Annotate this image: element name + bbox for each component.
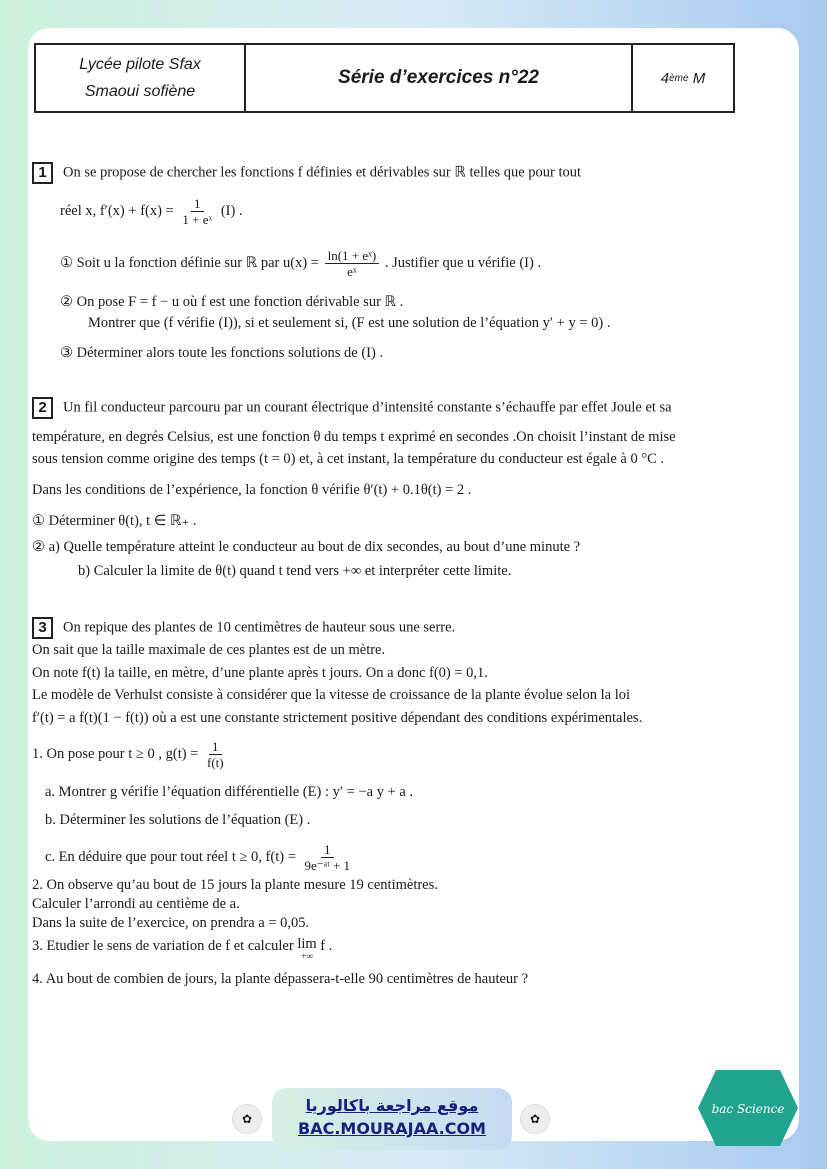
ex3-q3-lim-sub: +∞ xyxy=(301,951,313,961)
left-badge-icon: ✿ xyxy=(232,1104,262,1134)
school-name: Lycée pilote Sfax xyxy=(79,56,201,73)
ex1-q1-suffix: . Justifier que u vérifie (I) . xyxy=(384,254,542,271)
ex3-q3-lim: lim xyxy=(297,936,317,952)
footer-arabic: موقع مراجعة باكالوريا xyxy=(305,1096,479,1115)
ex3-q2c: Dans la suite de l’exercice, on prendra a = 0,05. xyxy=(32,915,310,931)
level-superscript: ème xyxy=(669,72,689,84)
ex2-number-box: 2 xyxy=(32,397,53,419)
ex3-q1c-num: 1 xyxy=(321,842,334,858)
teacher-name: Smaoui sofiène xyxy=(84,83,196,100)
ex1-equation-line xyxy=(60,196,243,227)
ex1-eq-suffix: (I) . xyxy=(220,202,243,219)
ex3-l1: On repique des plantes de 10 centimètres de hauteur sous une serre. xyxy=(63,619,456,636)
ex3-q3-line xyxy=(32,937,332,961)
ex3-line-1 xyxy=(32,617,455,639)
series-title: Série d’exercices n°22 xyxy=(338,67,539,88)
ex1-q3: ③ Déterminer alors toute les fonctions solutions de (I) . xyxy=(60,345,384,361)
ex2-q2a: ② a) Quelle température atteint le conducteur au bout de dix secondes, au bout d’une minute ? xyxy=(32,539,581,555)
header-school-cell xyxy=(36,45,246,111)
ex2-line-1 xyxy=(32,397,672,419)
ex3-q2: 2. On observe qu’au bout de 15 jours la plante mesure 19 centimètres. xyxy=(32,877,438,893)
ex3-number-box: 3 xyxy=(32,617,53,639)
ex3-q1-line xyxy=(32,739,229,770)
ex2-l4: Dans les conditions de l’expérience, la fonction θ vérifie θ′(t) + 0.1θ(t) = 2 . xyxy=(32,482,472,498)
ex1-intro-line xyxy=(32,162,581,184)
ex3-l4: Le modèle de Verhulst consiste à considérer que la vitesse de croissance de la plante évolue selon la loi xyxy=(32,687,631,703)
ex3-q1-num: 1 xyxy=(209,739,222,755)
ex3-q1-den: f(t) xyxy=(206,755,224,770)
ex3-q1b: b. Déterminer les solutions de l’équation (E) . xyxy=(45,812,311,828)
ex2-l1: Un fil conducteur parcouru par un courant électrique d’intensité constante s’échauffe par effet Joule et sa xyxy=(63,399,672,416)
ex3-q1a: a. Montrer g vérifie l’équation différentielle (E) : y′ = −a y + a . xyxy=(45,784,414,800)
ex1-eq-fraction xyxy=(179,196,215,227)
ex1-eq-num: 1 xyxy=(191,196,204,212)
ex1-q2: ② On pose F = f − u où f est une fonction dérivable sur ℝ . xyxy=(60,294,404,310)
ex3-q2b: Calculer l’arrondi au centième de a. xyxy=(32,896,240,912)
ex1-q1-fraction xyxy=(325,248,380,279)
logo-text: bac Science xyxy=(711,1102,785,1116)
ex1-q1-den: eˣ xyxy=(347,264,357,279)
ex3-q4: 4. Au bout de combien de jours, la plante dépassera-t-elle 90 centimètres de hauteur ? xyxy=(32,971,529,987)
ex3-q1-prefix: 1. On pose pour t ≥ 0 , g(t) = xyxy=(32,745,199,762)
ex1-number-box: 1 xyxy=(32,162,53,184)
ex1-q1-line xyxy=(60,248,541,279)
ex1-q1-num: ln(1 + eˣ) xyxy=(325,248,380,264)
ex3-l5: f′(t) = a f(t)(1 − f(t)) où a est une constante strictement positive dépendant des conditions expérimentales. xyxy=(32,710,643,726)
ex2-l2: température, en degrés Celsius, est une fonction θ du temps t exprimé en secondes .On choisit l’instant de mise xyxy=(32,429,676,445)
ex3-q1-fraction xyxy=(204,739,227,770)
ex3-l3: On note f(t) la taille, en mètre, d’une plante après t jours. On a donc f(0) = 0,1. xyxy=(32,665,488,681)
ex3-q1c-den: 9e⁻ᵃᵗ + 1 xyxy=(304,858,351,873)
level-section: M xyxy=(692,69,706,87)
ex3-q1c-prefix: c. En déduire que pour tout réel t ≥ 0, f(t) = xyxy=(45,848,296,865)
bac-science-logo xyxy=(696,1068,800,1148)
ex3-q1c-fraction xyxy=(302,842,354,873)
ex3-q1c-line xyxy=(45,842,355,873)
ex1-q1-prefix: ① Soit u la fonction définie sur ℝ par u(x) = xyxy=(60,254,319,271)
header-level-cell xyxy=(633,45,733,111)
right-badge-icon: ✿ xyxy=(520,1104,550,1134)
document-header xyxy=(34,43,735,113)
footer-banner[interactable] xyxy=(272,1088,512,1150)
ex3-l2: On sait que la taille maximale de ces plantes est de un mètre. xyxy=(32,642,386,658)
ex1-eq-prefix: réel x, f′(x) + f(x) = xyxy=(60,202,174,219)
ex2-l3: sous tension comme origine des temps (t = 0) et, à cet instant, la température du conducteur est égale à 0 °C . xyxy=(32,451,665,467)
ex1-eq-den: 1 + eˣ xyxy=(182,212,213,227)
header-title-cell xyxy=(246,45,633,111)
ex2-q1: ① Déterminer θ(t), t ∈ ℝ₊ . xyxy=(32,513,197,529)
ex3-q3-prefix: 3. Etudier le sens de variation de f et calculer xyxy=(32,938,294,954)
ex1-intro: On se propose de chercher les fonctions f définies et dérivables sur ℝ telles que pour tout xyxy=(63,164,582,181)
footer-site-link[interactable]: BAC.MOURAJAA.COM xyxy=(298,1119,486,1138)
ex3-q3-suffix: f . xyxy=(320,938,333,954)
ex1-q2b: Montrer que (f vérifie (I)), si et seulement si, (F est une solution de l’équation y′ + y = 0) . xyxy=(88,315,611,331)
level-number: 4 xyxy=(660,69,670,87)
ex2-q2b: b) Calculer la limite de θ(t) quand t tend vers +∞ et interpréter cette limite. xyxy=(78,563,512,579)
ex3-q3-limit xyxy=(297,937,316,961)
